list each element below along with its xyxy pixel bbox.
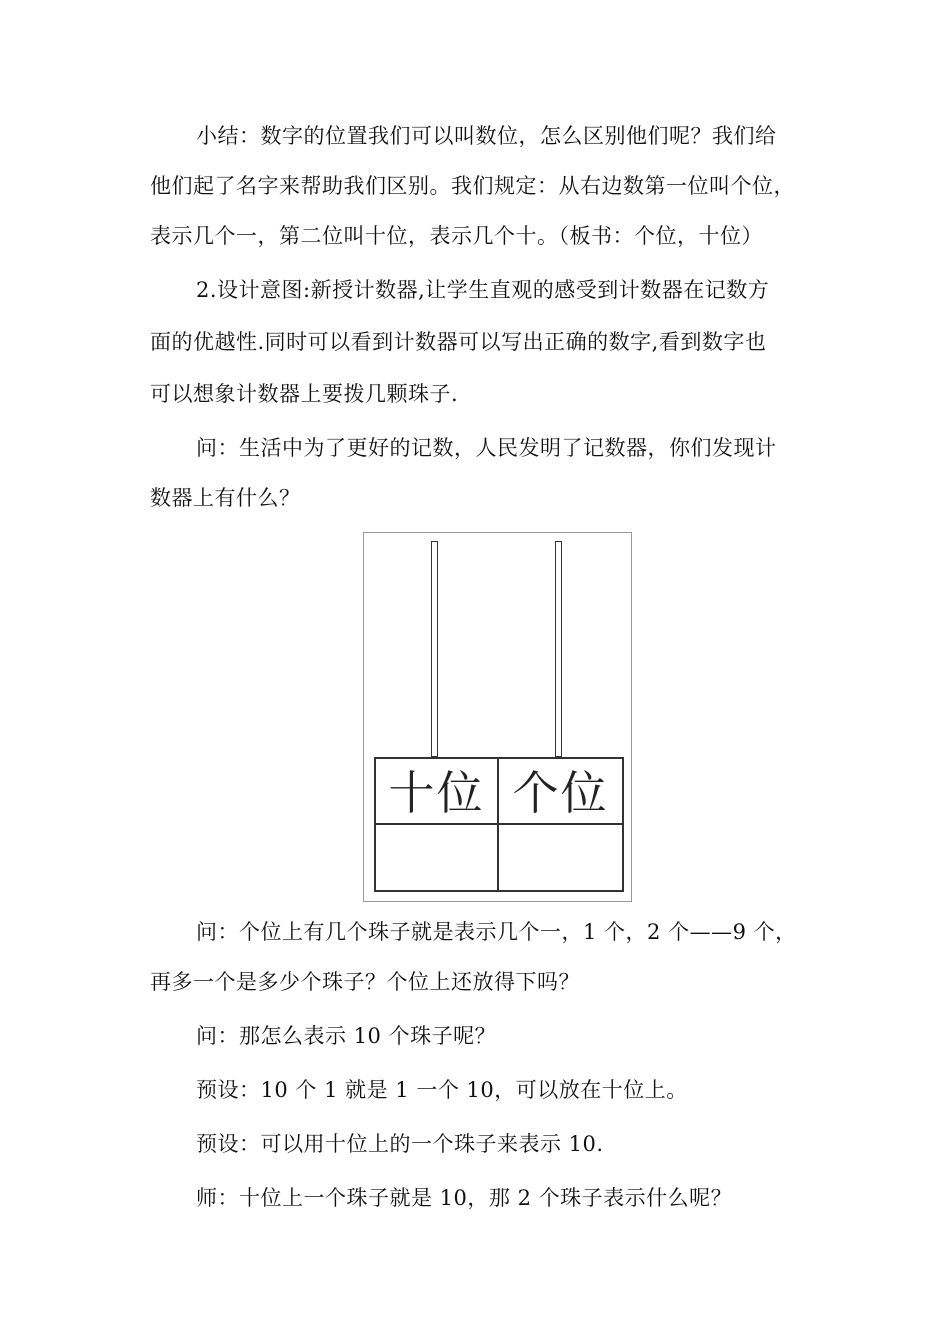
question-line: 问：生活中为了更好的记数，人民发明了记数器，你们发现计 — [196, 436, 777, 460]
tens-digit-box — [374, 823, 499, 892]
question-line: 再多一个是多少个珠子？个位上还放得下吗？ — [150, 970, 580, 994]
ones-label-cell — [497, 757, 624, 825]
ones-rod — [555, 541, 562, 757]
preset-answer-line: 预设：可以用十位上的一个珠子来表示 10. — [196, 1132, 604, 1156]
tens-rod — [431, 541, 438, 757]
ones-label: 个位 — [512, 766, 609, 820]
question-line: 问：那怎么表示 10 个珠子呢？ — [196, 1024, 497, 1048]
design-intent-line: 面的优越性.同时可以看到计数器可以写出正确的数字,看到数字也 — [150, 330, 767, 354]
question-line: 问：个位上有几个珠子就是表示几个一，1 个，2 个——9 个， — [196, 920, 797, 944]
summary-paragraph-line: 小结：数字的位置我们可以叫数位，怎么区别他们呢？我们给 — [196, 124, 777, 148]
design-intent-line: 可以想象计数器上要拨几颗珠子. — [150, 382, 459, 406]
ones-digit-box — [497, 823, 624, 892]
abacus-counter-figure — [363, 532, 632, 902]
teacher-line: 师：十位上一个珠子就是 10，那 2 个珠子表示什么呢？ — [196, 1186, 733, 1210]
design-intent-line: 2.设计意图:新授计数器,让学生直观的感受到计数器在记数方 — [196, 278, 770, 302]
preset-answer-line: 预设：10 个 1 就是 1 一个 10，可以放在十位上。 — [196, 1078, 688, 1102]
summary-paragraph-line: 他们起了名字来帮助我们区别。我们规定：从右边数第一位叫个位， — [150, 174, 795, 198]
tens-label: 十位 — [388, 766, 485, 820]
summary-paragraph-line: 表示几个一，第二位叫十位，表示几个十。（板书：个位，十位） — [150, 224, 763, 248]
tens-label-cell — [374, 757, 499, 825]
question-line: 数器上有什么？ — [150, 486, 301, 510]
